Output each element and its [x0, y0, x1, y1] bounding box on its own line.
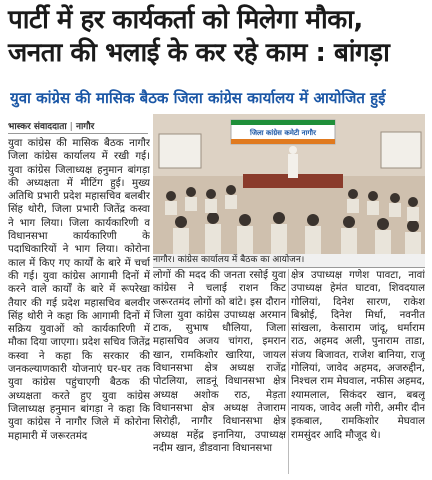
article-column-right: क्षेत्र उपाध्यक्ष गणेश पावटा, नावां उपाध्यक्ष हेमंत घाटवा, शिवदयाल गोलियां, दिनेश सारण, राकेश बिश्नोई, दिनेश मिर्धा, नवनीत सांखला, केसाराम जांदू, धर्माराम राठ, अहमद अली, पुनाराम ताडा, संजय बिजावत, राजेश बानिया, राजू गोलियां, जावेद अहमद, अजरुद्दीन, निश्चल राम मेघवाल, नफीस अहमद, श्यामलाल, सिकंदर खान, बबलू नायक, जावेद अली गोरी, अमीर दीन इकबाल, रामकिशोर मेघवाल रामसुंदर आदि मौजूद थे।	[291, 270, 425, 441]
column-divider	[288, 269, 289, 474]
article-column-left: युवा कांग्रेस की मासिक बैठक नागौर जिला कांग्रेस कार्यालय में रखी गई। युवा कांग्रेस जिलाध्यक्ष हनुमान बांगड़ा की अध्यक्षता में मीटिंग हुई। मुख्य अतिथि प्रभारी प्रदेश महासचिव बलबीर सिंह थोरी, जिला प्रभारी जितेंद्र कस्वा ने भाग लिया। जिला कार्यकारिणी व विधानसभा कार्यकारिणी के पदाधिकारियों ने भाग लिया। कोरोना काल में किए गए कार्यों के बारे में चर्चा की गई। युवा कांग्रेस आगामी दिनों में करने वाले कार्यों के बारे में रूपरेखा तैयार की गई प्रदेश महासचिव बलवीर सिंह थोरी ने कहा कि आगामी दिनों में सक्रिय युवाओं को कार्यकारिणी में मौका दिया जाएगा। प्रदेश सचिव जितेंद्र कस्वा ने कहा कि सरकार की जनकल्याणकारी योजनाएं घर-घर तक युवा कांग्रेस पहुंचाएगी बैठक की अध्यक्षता करते हुए युवा कांग्रेस जिलाध्यक्ष हनुमान बांगड़ा ने कहा कि युवा कांग्रेस ने नागौर जिले में कोरोना महामारी में जरूरतमंद	[8, 138, 150, 442]
banner-text: जिला कांग्रेस कमेटी नागौर	[250, 129, 316, 137]
subheadline: युवा कांग्रेस की मासिक बैठक जिला कांग्रेस कार्यालय में आयोजित हुई	[10, 89, 386, 107]
dateline-place: नागौर	[75, 122, 95, 132]
photo-caption: नागौर। कांग्रेस कार्यालय में बैठक का आयोजन।	[153, 254, 425, 268]
article-column-middle: लोगों की मदद की जनता रसोई युवा कांग्रेस ने चलाई राशन किट जरूरतमंद लोगों को बांटे। इस दौरान जिला युवा कांग्रेस उपाध्यक्ष अरमान टाक, सुभाष धौलिया, जिला महासचिव अजय चांगरा, इमरान खान, रामकिशोर खारिया, जायल विधानसभा क्षेत्र अध्यक्ष राजेंद्र पोटलिया, लाडनूं विधानसभा क्षेत्र अध्यक्ष अशोक राठ, मेड़ता विधानसभा क्षेत्र अध्यक्ष तेजाराम सिरोही, नागौर विधानसभा क्षेत्र अध्यक्ष महेंद्र इनानिया, उपाध्यक्ष नदीम खान, डीडवाना विधानसभा	[153, 270, 286, 454]
meeting-photo-illustration	[153, 114, 425, 254]
headline	[8, 4, 426, 70]
dateline-source: भास्कर संवाददाता	[8, 122, 67, 132]
meeting-photo	[153, 114, 425, 254]
headline-line-2: जनता की भलाई के कर रहे काम : बांगड़ा	[8, 38, 390, 68]
dateline-separator: |	[69, 122, 73, 132]
headline-line-1: पार्टी में हर कार्यकर्ता को मिलेगा मौका,	[8, 5, 363, 35]
dateline	[8, 119, 148, 134]
